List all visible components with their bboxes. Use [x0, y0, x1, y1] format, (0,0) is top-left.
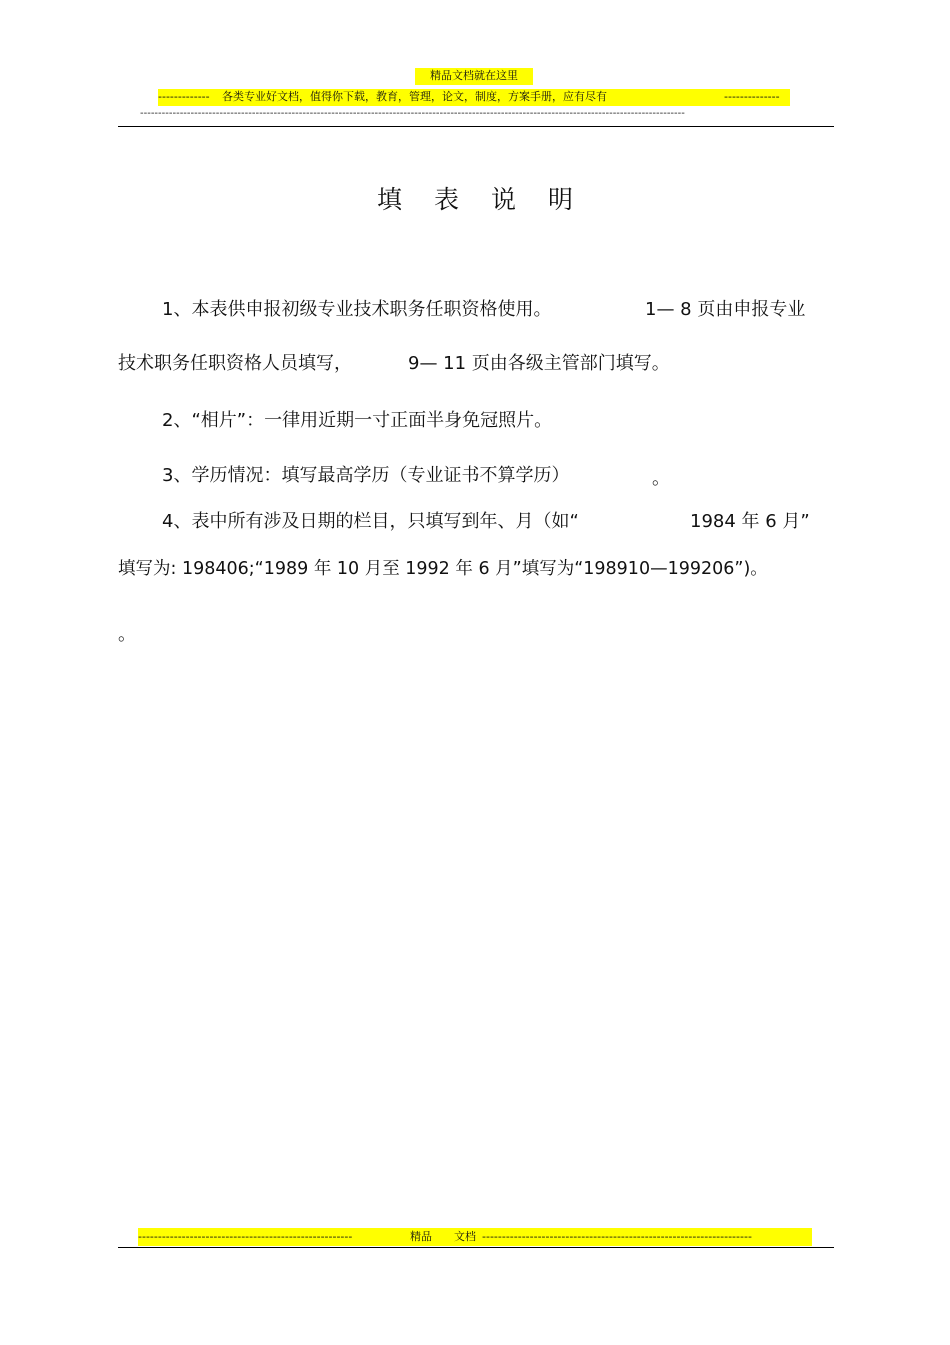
header-dash-right: --------------	[724, 90, 780, 103]
header-tagline-band	[158, 89, 790, 106]
item-1-text-d: 9— 11 页由各级主管部门填写。	[408, 353, 670, 374]
footer-rule	[118, 1247, 834, 1248]
header-rule	[118, 126, 834, 127]
header-tagline: 各类专业好文档，值得你下载，教育，管理，论文，制度，方案手册，应有尽有	[222, 90, 607, 103]
item-1-text-c: 技术职务任职资格人员填写，	[118, 353, 352, 374]
item-4-text-b: 1984 年 6 月”	[690, 511, 810, 532]
item-1-text-b: 1— 8 页由申报专业	[645, 299, 806, 320]
footer-dash-right: --------------------------------------------------------------------	[482, 1230, 752, 1243]
item-1-text-a: 1、本表供申报初级专业技术职务任职资格使用。	[162, 299, 552, 320]
footer-dash-left: ------------------------------------------------------	[138, 1230, 353, 1243]
item-3-period: 。	[652, 468, 670, 489]
item-2-text: 2、“相片”：一律用近期一寸正面半身免冠照片。	[162, 410, 553, 431]
item-4-text-a: 4、表中所有涉及日期的栏目，只填写到年、月（如“	[162, 511, 579, 532]
footer-label-b: 文档	[454, 1230, 476, 1243]
footer-label-a: 精品	[410, 1230, 432, 1243]
footer-band	[138, 1228, 812, 1246]
header-title: 精品文档就在这里	[415, 68, 533, 85]
header-dash-line: -------------------------------------------------------------------------------------------------------------------------------------------------------	[140, 108, 685, 119]
page-title: 填表说明	[376, 185, 605, 214]
item-3-text: 3、学历情况：填写最高学历（专业证书不算学历）	[162, 465, 570, 486]
trailing-period: 。	[118, 624, 136, 645]
header-dash-left: -------------	[158, 90, 210, 103]
item-4-text-c: 填写为: 198406;“1989 年 10 月至 1992 年 6 月”填写为“198910—199206”)。	[118, 559, 768, 579]
